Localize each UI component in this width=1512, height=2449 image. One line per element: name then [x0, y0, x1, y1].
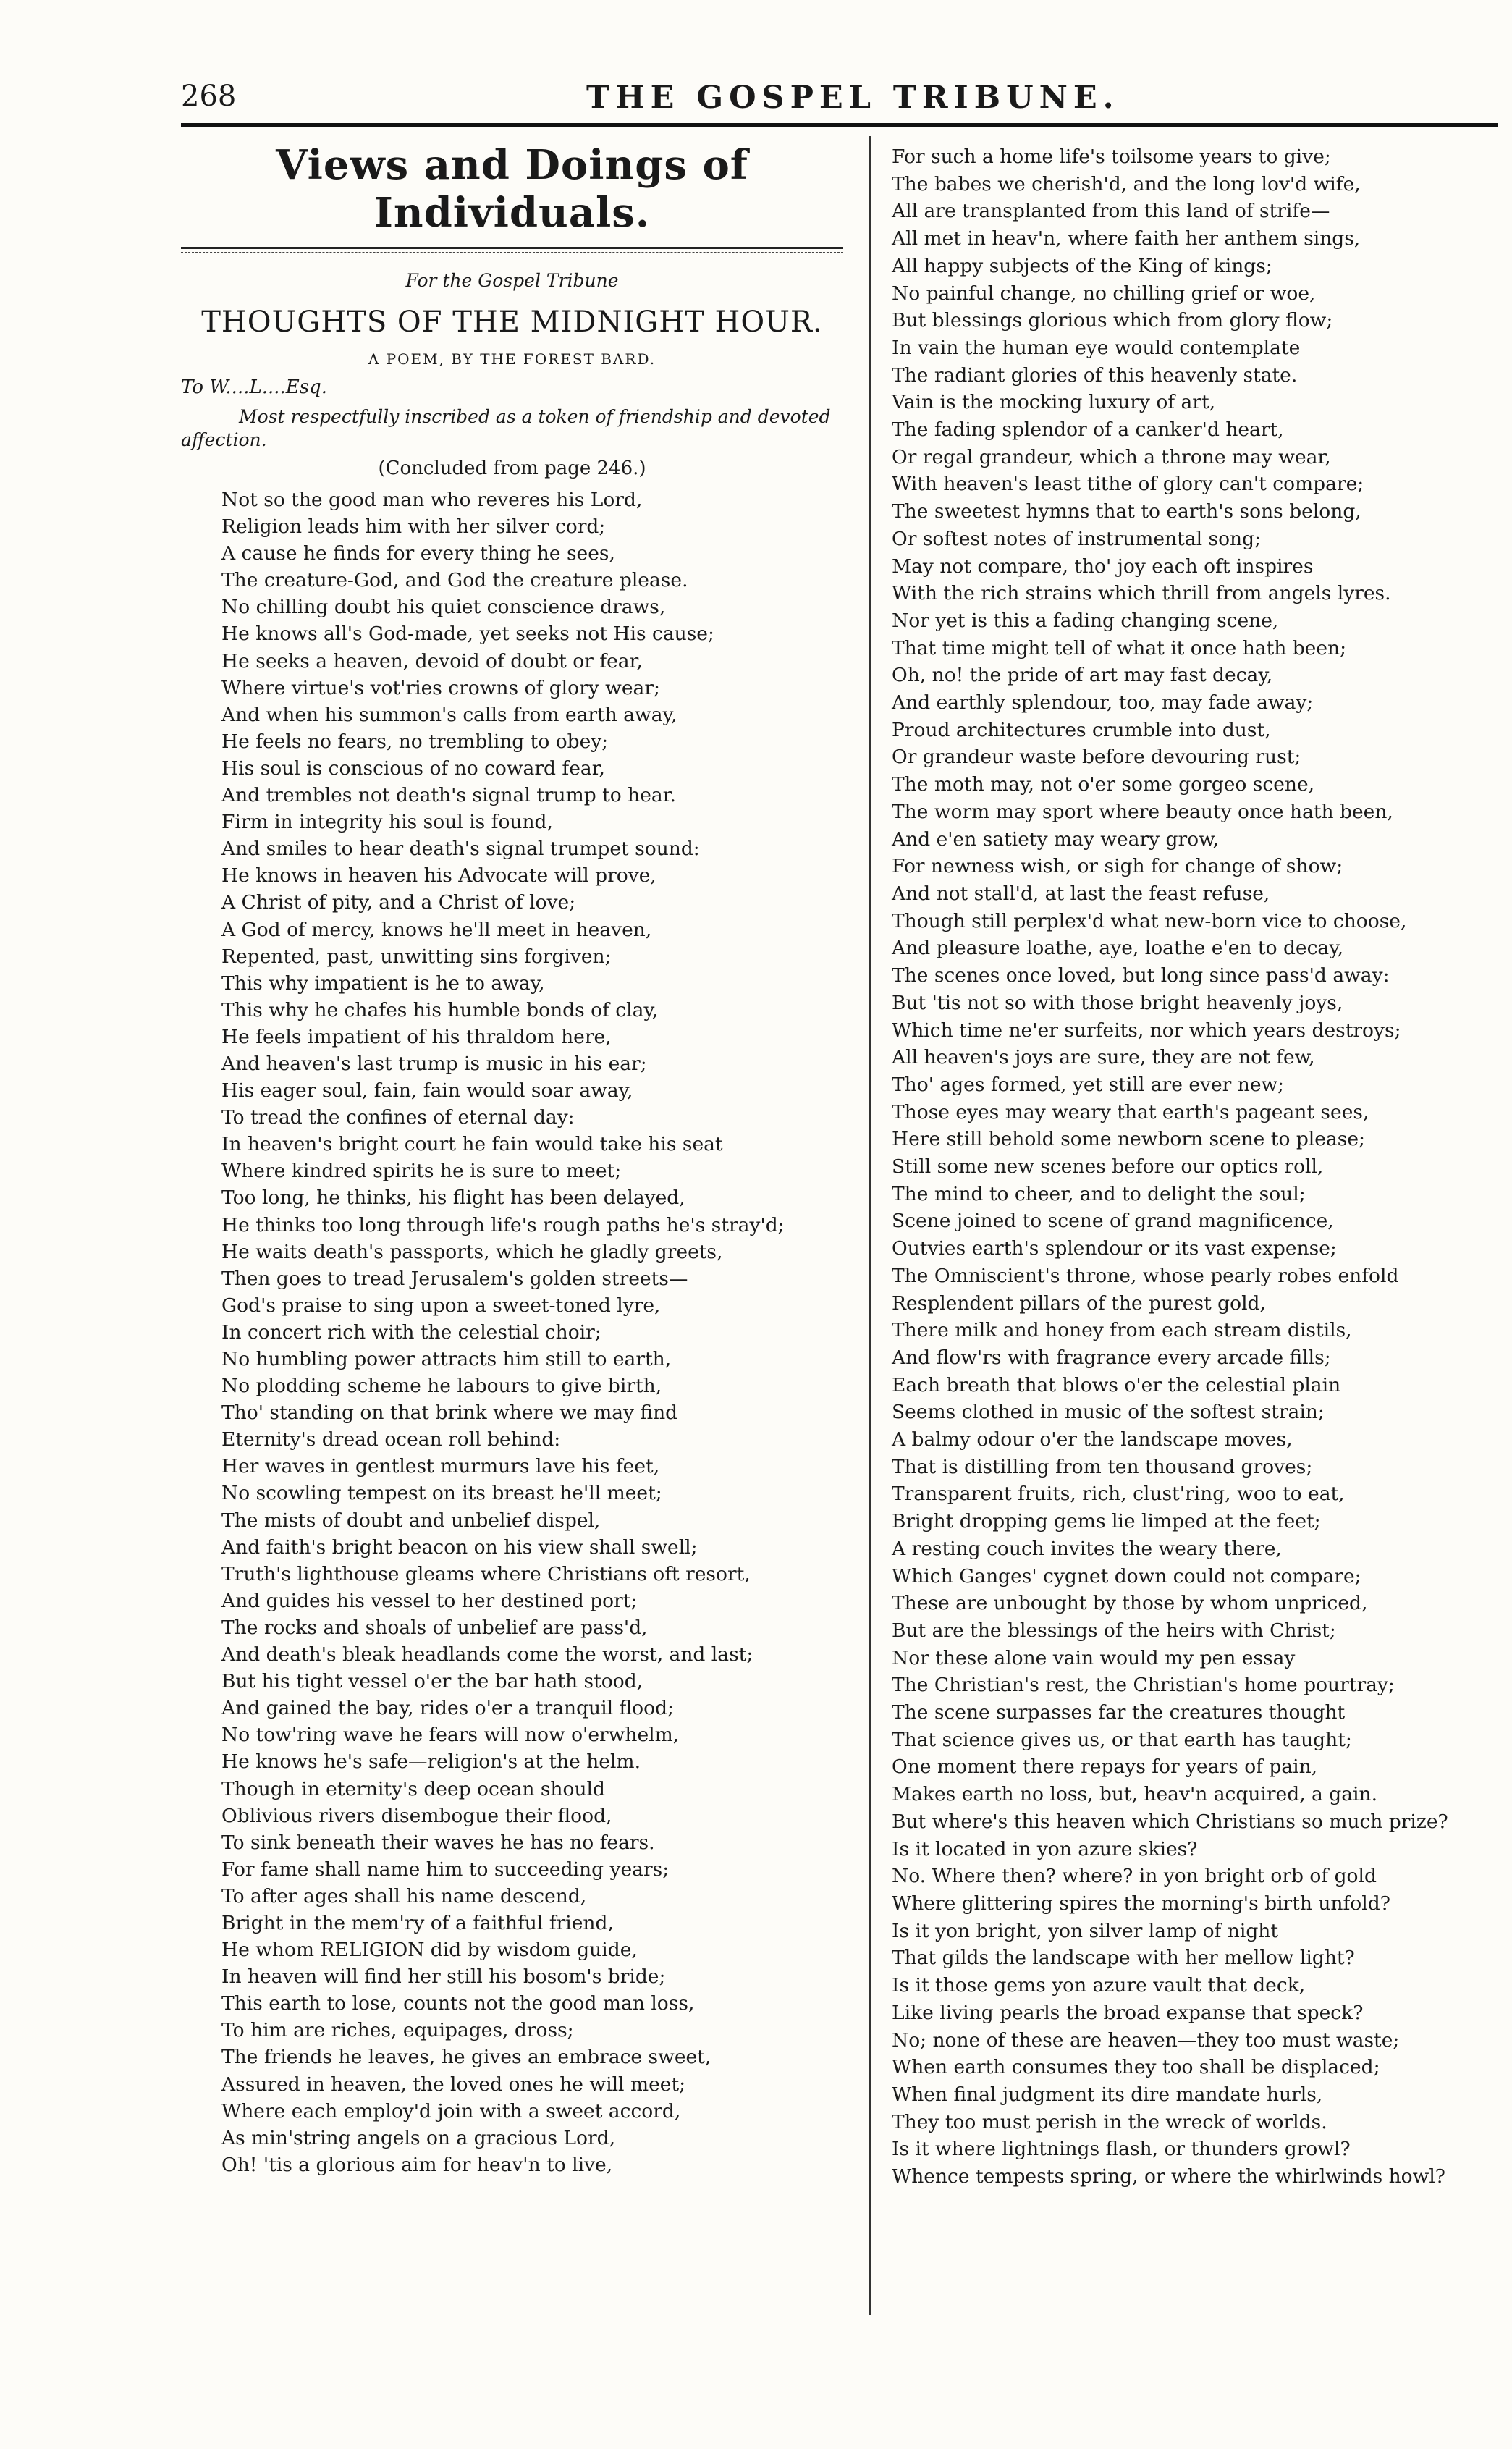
- verse-line: Outvies earth's splendour or its vast expense;: [892, 1237, 1337, 1260]
- verse-line: But 'tis not so with those bright heavenly joys,: [892, 991, 1343, 1014]
- verse-line: Here still behold some newborn scene to please;: [892, 1128, 1365, 1151]
- verse-line: Like living pearls the broad expanse that speck?: [892, 2001, 1364, 2024]
- verse-line: He whom RELIGION did by wisdom guide,: [221, 1939, 638, 1962]
- verse-line: These are unbought by those by whom unpriced,: [892, 1592, 1368, 1615]
- verse-line: Not so the good man who reveres his Lord,: [221, 489, 643, 511]
- verse-line: Oblivious rivers disembogue their flood,: [221, 1804, 612, 1827]
- dedication: Most respectfully inscribed as a token of friendship and devoted affection.: [181, 406, 831, 450]
- page-header: [181, 72, 1512, 130]
- verse-line: A cause he finds for every thing he sees,: [221, 542, 615, 565]
- verse-line: His soul is conscious of no coward fear,: [221, 756, 605, 780]
- verse-line: There milk and honey from each stream distils,: [892, 1319, 1352, 1342]
- section-title: Views and Doings of Individuals.: [276, 141, 748, 237]
- for-line: For the Gospel Tribune: [405, 270, 619, 291]
- verse-line: Though still perplex'd what new-born vice to choose,: [892, 909, 1407, 932]
- verse-line: The rocks and shoals of unbelief are pass'd,: [221, 1616, 648, 1639]
- verse-line: Those eyes may weary that earth's pageant sees,: [892, 1100, 1369, 1124]
- verse-line: Resplendent pillars of the purest gold,: [892, 1291, 1266, 1315]
- verse-line: Or regal grandeur, which a throne may wear,: [892, 445, 1331, 468]
- verse-line: Is it those gems yon azure vault that deck,: [892, 1974, 1306, 1997]
- verse-line: The babes we cherish'd, and the long lov'd wife,: [892, 172, 1361, 195]
- verse-line: But are the blessings of the heirs with Christ;: [892, 1619, 1336, 1642]
- verse-line: To him are riches, equipages, dross;: [221, 2019, 574, 2042]
- left-column: [181, 141, 843, 2178]
- verse-line: The radiant glories of this heavenly state.: [892, 363, 1298, 387]
- verse-line: Oh! 'tis a glorious aim for heav'n to live,: [221, 2153, 613, 2176]
- verse-line: With heaven's least tithe of glory can't compare;: [892, 473, 1364, 496]
- verse-line: Though in eternity's deep ocean should: [221, 1777, 605, 1800]
- continuation-note: (Concluded from page 246.): [378, 458, 646, 479]
- verse-line: And gained the bay, rides o'er a tranquil flood;: [221, 1697, 674, 1720]
- verse-line: In concert rich with the celestial choir;: [221, 1320, 601, 1344]
- verse-line: The worm may sport where beauty once hath been,: [892, 800, 1393, 823]
- verse-line: The Omniscient's throne, whose pearly robes enfold: [892, 1264, 1399, 1287]
- verse-line: Which time ne'er surfeits, nor which years destroys;: [892, 1019, 1401, 1042]
- verse-line: No plodding scheme he labours to give birth,: [221, 1375, 662, 1398]
- verse-line: Firm in integrity his soul is found,: [221, 811, 553, 834]
- verse-line: He knows he's safe—religion's at the helm.: [221, 1750, 641, 1774]
- verse-line: In heaven will find her still his bosom's bride;: [221, 1965, 666, 1989]
- verse-line: This earth to lose, counts not the good man loss,: [221, 1992, 695, 2015]
- left-verse: [181, 486, 843, 2178]
- verse-line: Bright dropping gems lie limped at the feet;: [892, 1510, 1321, 1533]
- page-number: 268: [181, 80, 237, 113]
- verse-line: Nor yet is this a fading changing scene,: [892, 609, 1279, 632]
- verse-line: A Christ of pity, and a Christ of love;: [221, 891, 576, 914]
- verse-line: Or grandeur waste before devouring rust;: [892, 746, 1301, 769]
- verse-line: Transparent fruits, rich, clust'ring, woo to eat,: [892, 1483, 1345, 1506]
- verse-line: He seeks a heaven, devoid of doubt or fear,: [221, 649, 643, 673]
- verse-line: Tho' ages formed, yet still are ever new;: [892, 1073, 1285, 1096]
- verse-line: With the rich strains which thrill from angels lyres.: [892, 582, 1391, 605]
- verse-line: His eager soul, fain, fain would soar away,: [221, 1079, 633, 1103]
- verse-line: And pleasure loathe, aye, loathe e'en to decay,: [892, 937, 1344, 960]
- verse-line: That science gives us, or that earth has taught;: [892, 1728, 1352, 1751]
- verse-line: All happy subjects of the King of kings;: [892, 254, 1272, 277]
- verse-line: And when his summon's calls from earth away,: [221, 703, 677, 726]
- verse-line: The mind to cheer, and to delight the soul;: [892, 1182, 1306, 1205]
- verse-line: But where's this heaven which Christians so much prize?: [892, 1810, 1448, 1833]
- verse-line: Which Ganges' cygnet down could not compare;: [892, 1564, 1361, 1588]
- verse-line: Is it located in yon azure skies?: [892, 1837, 1198, 1860]
- verse-line: To sink beneath their waves he has no fears.: [221, 1831, 655, 1854]
- verse-line: No tow'ring wave he fears will now o'erwhelm,: [221, 1724, 680, 1747]
- verse-line: The fading splendor of a canker'd heart,: [892, 418, 1284, 442]
- verse-line: He thinks too long through life's rough paths he's stray'd;: [221, 1213, 785, 1236]
- verse-line: And heaven's last trump is music in his ear;: [221, 1052, 647, 1075]
- verse-line: The scene surpasses far the creatures thought: [892, 1701, 1346, 1724]
- verse-line: All heaven's joys are sure, they are not few,: [892, 1046, 1315, 1069]
- verse-line: Religion leads him with her silver cord;: [221, 515, 606, 539]
- verse-line: A God of mercy, knows he'll meet in heaven,: [221, 918, 652, 941]
- running-title: THE GOSPEL TRIBUNE.: [586, 80, 1120, 116]
- verse-line: No chilling doubt his quiet conscience draws,: [221, 596, 666, 619]
- verse-line: And not stall'd, at last the feast refuse,: [892, 882, 1270, 905]
- right-verse: [892, 143, 1507, 2191]
- verse-line: Or softest notes of instrumental song;: [892, 527, 1262, 550]
- verse-line: For such a home life's toilsome years to give;: [892, 146, 1331, 168]
- verse-line: No; none of these are heaven—they too must waste;: [892, 2028, 1400, 2052]
- byline: A POEM, BY THE FOREST BARD.: [368, 350, 656, 368]
- verse-line: One moment there repays for years of pain,: [892, 1755, 1318, 1779]
- verse-line: The sweetest hymns that to earth's sons belong,: [892, 500, 1361, 523]
- verse-line: As min'string angels on a gracious Lord,: [221, 2126, 616, 2149]
- verse-line: And earthly splendour, too, may fade away;: [892, 691, 1314, 715]
- verse-line: No humbling power attracts him still to earth,: [221, 1348, 672, 1370]
- verse-line: He waits death's passports, which he gladly greets,: [221, 1240, 723, 1263]
- verse-line: Scene joined to scene of grand magnificence,: [892, 1210, 1334, 1233]
- verse-line: A resting couch invites the weary there,: [892, 1537, 1282, 1560]
- verse-line: Then goes to tread Jerusalem's golden streets—: [221, 1267, 688, 1290]
- verse-line: Nor these alone vain would my pen essay: [892, 1646, 1296, 1669]
- verse-line: And guides his vessel to her destined port;: [221, 1589, 638, 1612]
- verse-line: He feels impatient of his thraldom here,: [221, 1025, 612, 1048]
- verse-line: And faith's bright beacon on his view shall swell;: [221, 1535, 698, 1559]
- verse-line: That gilds the landscape with her mellow light?: [892, 1947, 1355, 1970]
- verse-line: To tread the confines of eternal day:: [221, 1106, 575, 1129]
- header-rule: [181, 123, 1498, 127]
- verse-line: He knows in heaven his Advocate will prove,: [221, 864, 656, 888]
- verse-line: That time might tell of what it once hath been;: [892, 636, 1347, 659]
- verse-line: No. Where then? where? in yon bright orb of gold: [892, 1865, 1377, 1888]
- verse-line: And e'en satiety may weary grow,: [892, 827, 1220, 851]
- verse-line: Is it where lightnings flash, or thunders growl?: [892, 2138, 1351, 2161]
- verse-line: A balmy odour o'er the landscape moves,: [892, 1428, 1293, 1451]
- verse-line: This why he chafes his humble bonds of clay,: [221, 998, 659, 1021]
- verse-line: When final judgment its dire mandate hurls,: [892, 2083, 1323, 2106]
- verse-line: God's praise to sing upon a sweet-toned lyre,: [221, 1294, 661, 1317]
- verse-line: In heaven's bright court he fain would take his seat: [221, 1133, 723, 1156]
- verse-line: For fame shall name him to succeeding years;: [221, 1858, 670, 1881]
- verse-line: He knows all's God-made, yet seeks not His cause;: [221, 623, 714, 646]
- verse-line: Where each employ'd join with a sweet accord,: [221, 2099, 681, 2123]
- verse-line: Where glittering spires the morning's birth unfold?: [892, 1892, 1390, 1915]
- verse-line: Makes earth no loss, but, heav'n acquired, a gain.: [892, 1783, 1377, 1806]
- verse-line: Vain is the mocking luxury of art,: [892, 391, 1216, 414]
- verse-line: All met in heav'n, where faith her anthem sings,: [892, 227, 1361, 250]
- verse-line: To after ages shall his name descend,: [221, 1884, 587, 1908]
- verse-line: When earth consumes they too shall be displaced;: [892, 2056, 1380, 2079]
- dedicatee: To W....L....Esq.: [181, 376, 328, 398]
- verse-line: Truth's lighthouse gleams where Christians oft resort,: [221, 1562, 751, 1585]
- verse-line: Seems clothed in music of the softest strain;: [892, 1401, 1325, 1424]
- verse-line: Proud architectures crumble into dust,: [892, 718, 1271, 741]
- verse-line: They too must perish in the wreck of worlds.: [892, 2110, 1327, 2133]
- verse-line: Oh, no! the pride of art may fast decay,: [892, 664, 1273, 687]
- verse-line: No painful change, no chilling grief or woe,: [892, 282, 1316, 305]
- right-column: [892, 143, 1507, 2191]
- verse-line: Bright in the mem'ry of a faithful friend,: [221, 1911, 614, 1934]
- verse-line: Whence tempests spring, or where the whirlwinds howl?: [892, 2165, 1446, 2188]
- verse-line: May not compare, tho' joy each oft inspires: [892, 555, 1314, 578]
- verse-line: No scowling tempest on its breast he'll meet;: [221, 1482, 662, 1505]
- verse-line: And smiles to hear death's signal trumpet sound:: [221, 838, 700, 861]
- verse-line: He feels no fears, no trembling to obey;: [221, 730, 609, 753]
- verse-line: The scenes once loved, but long since pass'd away:: [892, 964, 1390, 987]
- verse-line: The creature-God, and God the creature please.: [221, 569, 688, 592]
- verse-line: Where virtue's vot'ries crowns of glory wear;: [221, 676, 660, 699]
- verse-line: This why impatient is he to away,: [221, 971, 545, 995]
- verse-line: The friends he leaves, he gives an embrace sweet,: [221, 2046, 711, 2069]
- verse-line: Too long, he thinks, his flight has been delayed,: [221, 1186, 685, 1210]
- verse-line: Still some new scenes before our optics roll,: [892, 1155, 1324, 1179]
- verse-line: Her waves in gentlest murmurs lave his feet,: [221, 1455, 660, 1478]
- verse-line: And flow'rs with fragrance every arcade fills;: [892, 1346, 1331, 1369]
- verse-line: Repented, past, unwitting sins forgiven;: [221, 945, 612, 968]
- verse-line: All are transplanted from this land of strife—: [892, 200, 1330, 223]
- verse-line: The Christian's rest, the Christian's home pourtray;: [892, 1674, 1395, 1697]
- verse-line: In vain the human eye would contemplate: [892, 336, 1301, 359]
- column-divider: [869, 136, 871, 2315]
- section-rule: [181, 247, 843, 253]
- verse-line: But his tight vessel o'er the bar hath stood,: [221, 1670, 643, 1693]
- verse-line: Where kindred spirits he is sure to meet;: [221, 1160, 622, 1183]
- verse-line: That is distilling from ten thousand groves;: [892, 1455, 1313, 1478]
- verse-line: Each breath that blows o'er the celestial plain: [892, 1373, 1341, 1396]
- verse-line: For newness wish, or sigh for change of show;: [892, 855, 1343, 878]
- verse-line: The mists of doubt and unbelief dispel,: [221, 1509, 601, 1532]
- poem-title: THOUGHTS OF THE MIDNIGHT HOUR.: [201, 305, 823, 339]
- verse-line: Assured in heaven, the loved ones he will meet;: [221, 2073, 686, 2096]
- verse-line: And death's bleak headlands come the worst, and last;: [221, 1643, 753, 1666]
- verse-line: Tho' standing on that brink where we may find: [221, 1401, 678, 1425]
- verse-line: And trembles not death's signal trump to hear.: [221, 784, 676, 807]
- verse-line: The moth may, not o'er some gorgeo scene,: [892, 773, 1315, 796]
- verse-line: Eternity's dread ocean roll behind:: [221, 1428, 561, 1451]
- verse-line: Is it yon bright, yon silver lamp of night: [892, 1919, 1278, 1942]
- verse-line: But blessings glorious which from glory flow;: [892, 309, 1333, 332]
